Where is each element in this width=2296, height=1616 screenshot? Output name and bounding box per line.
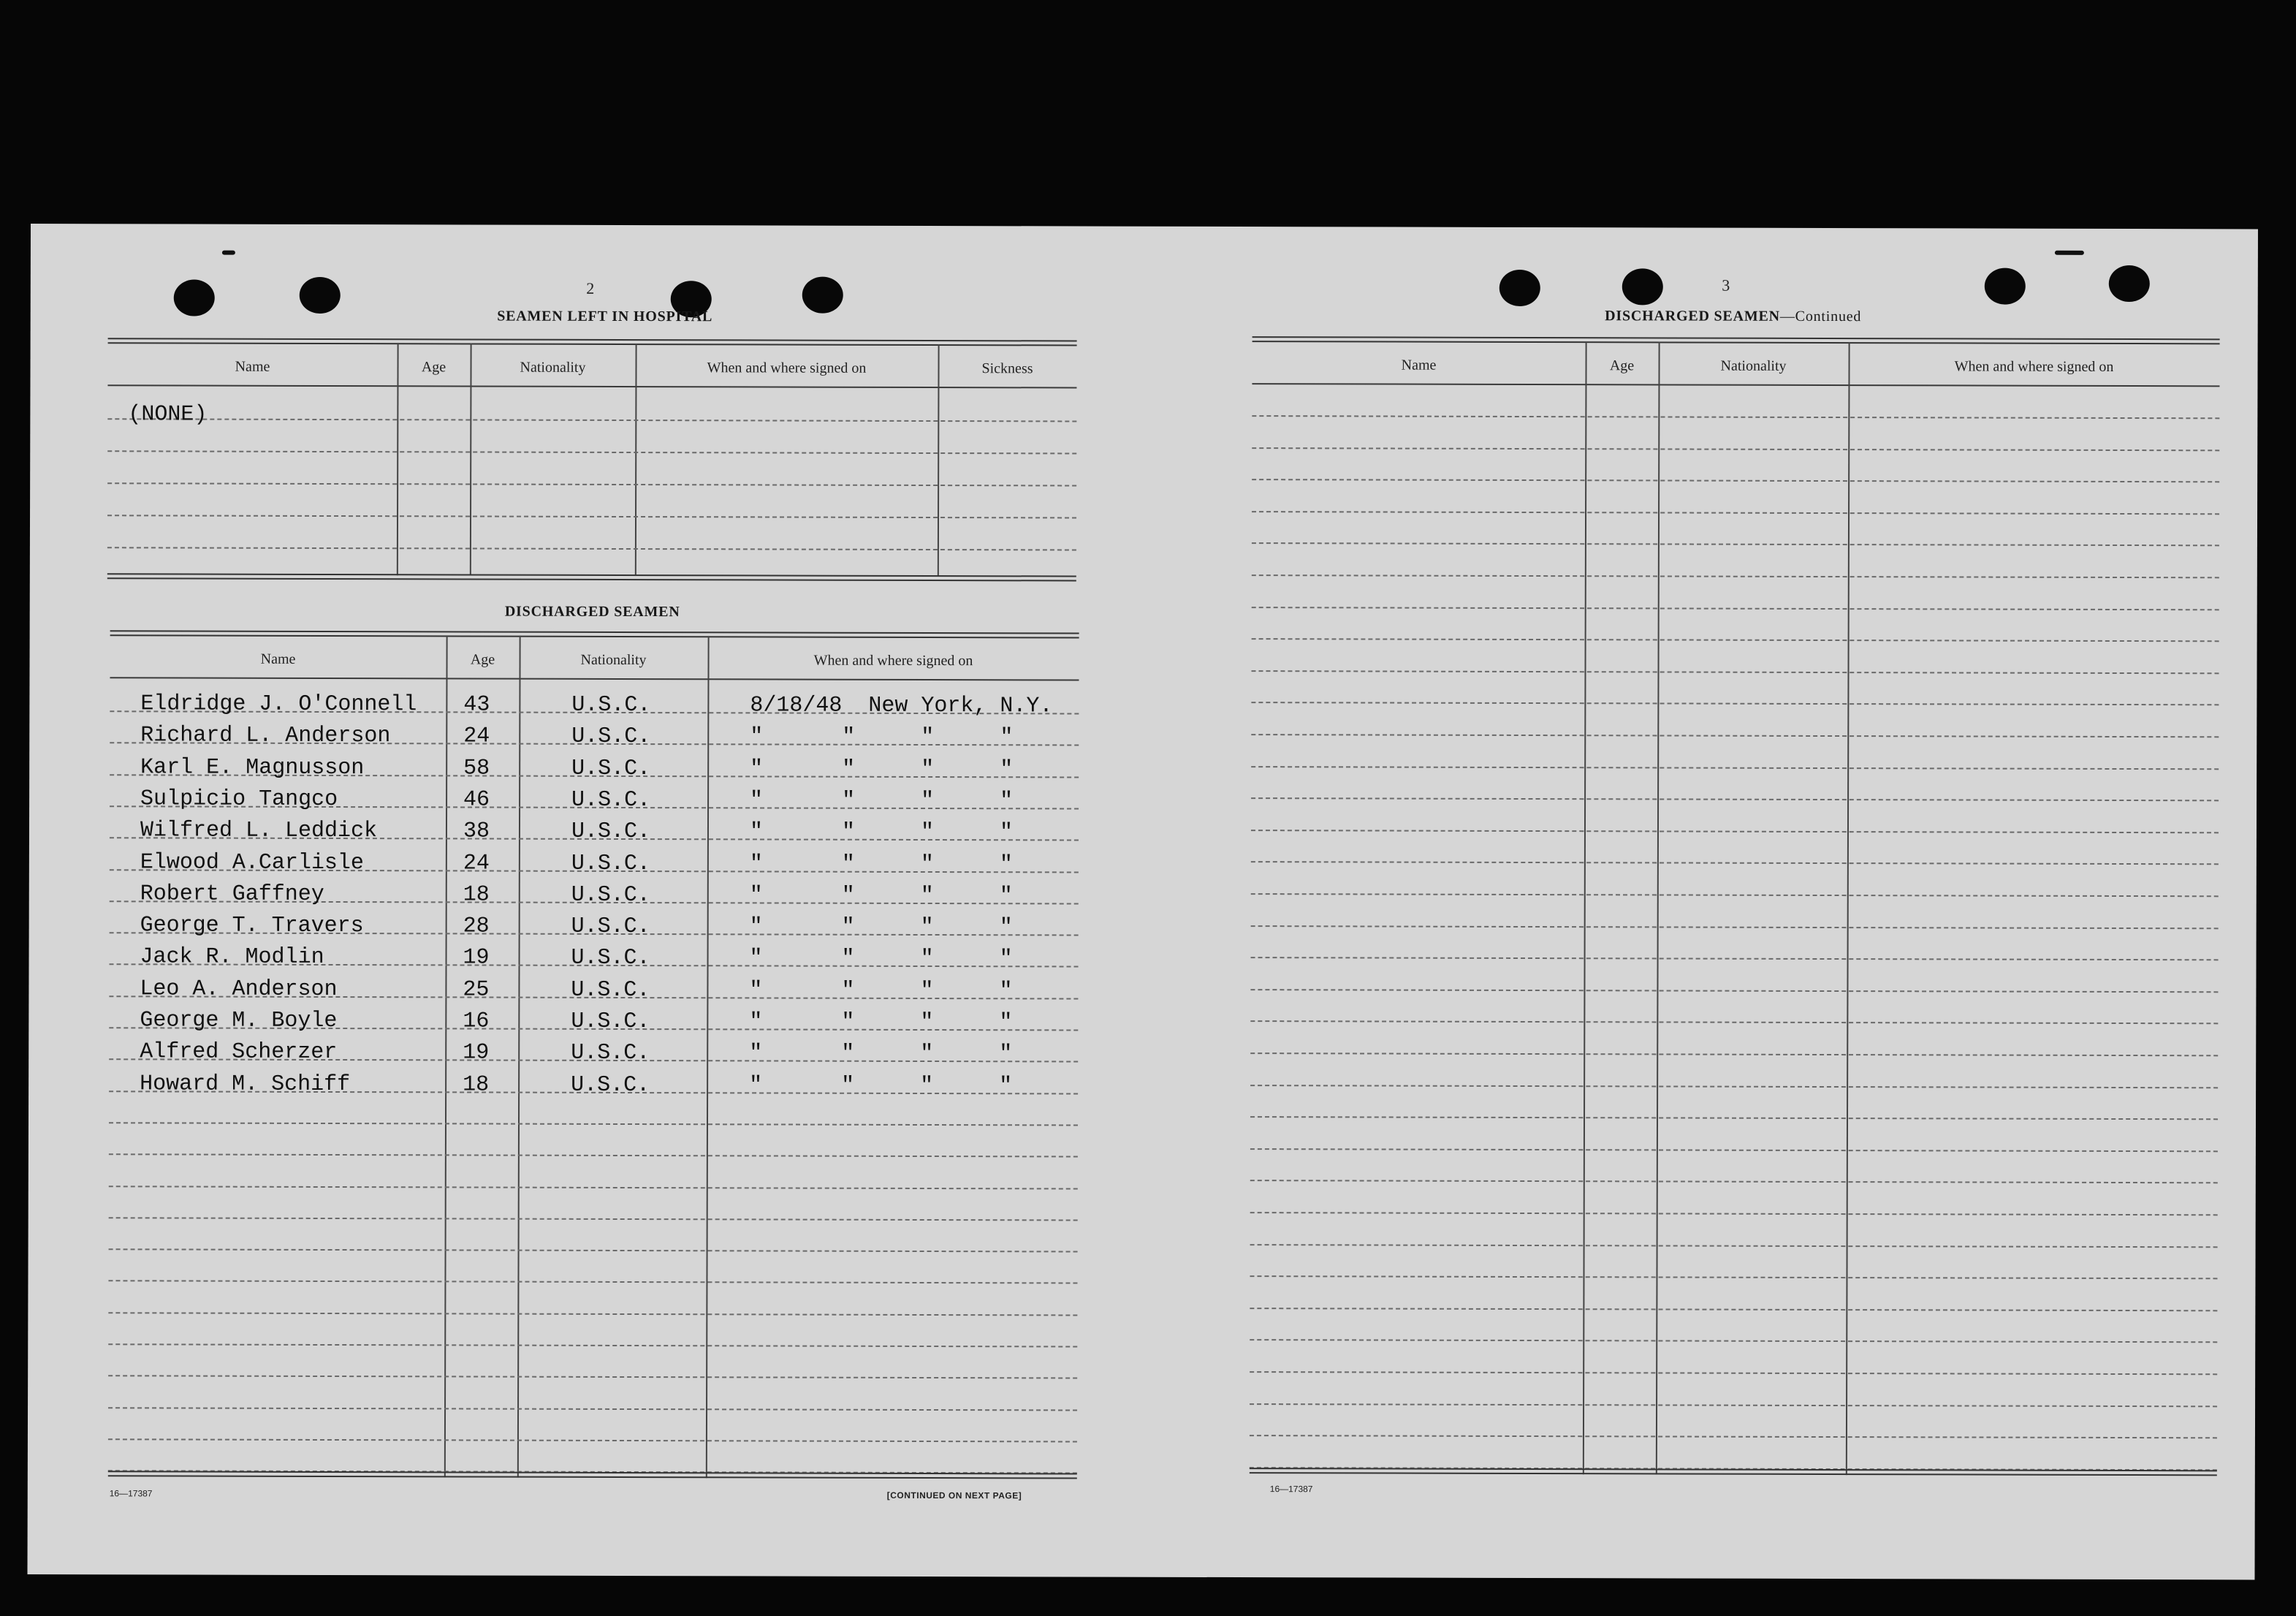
discharged-signed-on: " " " " <box>750 724 1014 751</box>
ruled-line <box>1250 1435 2217 1438</box>
ruled-line <box>1250 1275 2217 1279</box>
ruled-line <box>109 1153 1078 1157</box>
ruled-line <box>109 1122 1078 1126</box>
discharged-age: 43 <box>463 692 490 718</box>
ruled-line <box>1250 1116 2218 1120</box>
discharged-name: Alfred Scherzer <box>140 1039 338 1066</box>
discharged-signed-on: " " " " <box>749 883 1013 909</box>
ruled-line <box>1250 1403 2217 1407</box>
discharged-signed-on: " " " " <box>750 756 1014 782</box>
discharged-age: 18 <box>463 882 490 908</box>
hospital-table <box>107 338 1077 584</box>
discharged-nationality: U.S.C. <box>571 882 650 908</box>
ruled-line <box>1251 797 2219 801</box>
discharged-age: 58 <box>463 756 490 781</box>
ruled-line <box>1250 989 2218 993</box>
ruled-line <box>1250 1180 2218 1183</box>
discharged-name: Eldridge J. O'Connell <box>140 691 417 718</box>
col-header-age: Age <box>1609 357 1635 374</box>
discharged-signed-on: " " " " <box>749 851 1013 877</box>
ruled-line <box>1251 957 2219 960</box>
discharged-signed-on: " " " " <box>749 1072 1013 1099</box>
hospital-section-title: SEAMEN LEFT IN HOSPITAL <box>497 308 713 325</box>
discharged-signed-on: " " " " <box>749 1041 1013 1067</box>
ruled-line <box>108 1312 1077 1316</box>
discharged-continued-table <box>1250 336 2220 1480</box>
form-number: 16—17387 <box>1269 1484 1313 1495</box>
discharged-name: Richard L. Anderson <box>140 723 391 749</box>
discharged-nationality: U.S.C. <box>571 787 651 813</box>
col-header-age: Age <box>421 359 446 376</box>
ruled-line <box>1250 1148 2218 1152</box>
discharged-age: 19 <box>463 1040 490 1066</box>
discharged-nationality: U.S.C. <box>571 946 650 971</box>
ruled-line <box>1251 861 2219 865</box>
col-header-name: Name <box>260 650 296 667</box>
discharged-nationality: U.S.C. <box>571 1072 650 1098</box>
col-header-signed-on: When and where signed on <box>1954 358 2114 375</box>
discharged-age: 46 <box>463 787 490 813</box>
ruled-line <box>109 1217 1078 1221</box>
ruled-line <box>1251 702 2219 705</box>
ruled-line <box>1252 447 2219 451</box>
discharged-name: Howard M. Schiff <box>140 1071 351 1097</box>
document-sheet <box>27 224 2258 1579</box>
discharged-signed-on: 8/18/48 New York, N.Y. <box>750 693 1053 719</box>
ruled-line <box>1252 542 2219 546</box>
ruled-line <box>1250 1085 2218 1088</box>
discharged-name: George M. Boyle <box>140 1008 338 1034</box>
ruled-line <box>1251 893 2219 897</box>
ruled-line <box>1250 1020 2218 1024</box>
discharged-name: Robert Gaffney <box>140 881 324 907</box>
ruled-line <box>1252 638 2219 642</box>
discharged-age: 19 <box>463 945 490 971</box>
discharged-signed-on: " " " " <box>749 914 1013 941</box>
ruled-line <box>108 1438 1077 1442</box>
discharged-age: 25 <box>463 977 490 1003</box>
section-title: DISCHARGED SEAMEN <box>1605 308 1780 325</box>
discharged-nationality: U.S.C. <box>571 819 651 845</box>
col-header-nationality: Nationality <box>580 651 647 669</box>
discharged-name: Jack R. Modlin <box>140 944 324 971</box>
discharged-nationality: U.S.C. <box>571 1009 650 1035</box>
ruled-line <box>108 1407 1077 1411</box>
section-title-suffix: —Continued <box>1779 308 1862 325</box>
ruled-line <box>1250 1371 2217 1375</box>
discharged-name: Elwood A.Carlisle <box>140 849 364 876</box>
left-page <box>27 224 1127 1577</box>
ruled-line <box>108 1281 1077 1284</box>
hospital-entry: (NONE) <box>128 402 208 428</box>
discharged-age: 38 <box>463 819 490 844</box>
ruled-line <box>1251 925 2219 929</box>
ruled-line <box>1252 511 2219 515</box>
right-page <box>1123 227 2258 1580</box>
col-header-age: Age <box>470 651 495 668</box>
discharged-nationality: U.S.C. <box>571 1041 650 1066</box>
discharged-name: George T. Travers <box>140 913 364 939</box>
discharged-continued-title <box>1551 308 1916 325</box>
ruled-line <box>109 1186 1078 1189</box>
ruled-line <box>1250 1212 2218 1215</box>
discharged-age: 24 <box>463 724 490 749</box>
discharged-nationality: U.S.C. <box>571 914 650 940</box>
col-header-signed-on: When and where signed on <box>707 360 867 376</box>
discharged-nationality: U.S.C. <box>571 851 650 876</box>
discharged-signed-on: " " " " <box>749 819 1014 846</box>
ruled-line <box>1251 830 2219 833</box>
ruled-line <box>1252 415 2219 419</box>
ruled-line <box>1251 766 2219 770</box>
ruled-line <box>1252 607 2219 610</box>
ruled-line <box>1250 1052 2218 1056</box>
col-header-signed-on: When and where signed on <box>813 652 973 669</box>
discharged-signed-on: " " " " <box>749 1009 1013 1036</box>
continued-note: [CONTINUED ON NEXT PAGE] <box>886 1490 1022 1501</box>
col-header-name: Name <box>1401 357 1437 373</box>
discharged-name: Wilfred L. Leddick <box>140 818 378 844</box>
form-number: 16—17387 <box>109 1488 153 1499</box>
ruled-line <box>108 1343 1077 1347</box>
discharged-name: Sulpicio Tangco <box>140 786 338 812</box>
discharged-section-title: DISCHARGED SEAMEN <box>504 603 680 621</box>
ruled-line <box>1250 1244 2218 1248</box>
col-header-sickness: Sickness <box>981 360 1033 377</box>
discharged-nationality: U.S.C. <box>571 724 651 750</box>
discharged-nationality: U.S.C. <box>571 692 651 718</box>
page-number: 2 <box>586 278 595 297</box>
col-header-name: Name <box>235 358 270 375</box>
ruled-line <box>1250 1308 2217 1311</box>
discharged-age: 28 <box>463 914 490 939</box>
ruled-line <box>1252 574 2219 578</box>
discharged-signed-on: " " " " <box>749 946 1013 972</box>
discharged-nationality: U.S.C. <box>571 756 651 781</box>
discharged-name: Karl E. Magnusson <box>140 754 365 781</box>
discharged-age: 18 <box>463 1072 490 1098</box>
ruled-line <box>1252 670 2219 674</box>
col-header-nationality: Nationality <box>1720 357 1787 374</box>
discharged-signed-on: " " " " <box>749 978 1013 1004</box>
discharged-age: 16 <box>463 1009 490 1034</box>
discharged-nationality: U.S.C. <box>571 977 650 1003</box>
page-number: 3 <box>1722 276 1730 295</box>
discharged-table <box>108 630 1079 1480</box>
ruled-line <box>1251 734 2219 737</box>
discharged-name: Leo A. Anderson <box>140 976 338 1002</box>
discharged-signed-on: " " " " <box>750 788 1014 814</box>
col-header-nationality: Nationality <box>520 359 586 376</box>
ruled-line <box>108 1376 1077 1379</box>
discharged-age: 24 <box>463 850 490 876</box>
ruled-line <box>1252 479 2219 482</box>
ruled-line <box>109 1248 1078 1252</box>
ruled-line <box>1250 1339 2217 1343</box>
